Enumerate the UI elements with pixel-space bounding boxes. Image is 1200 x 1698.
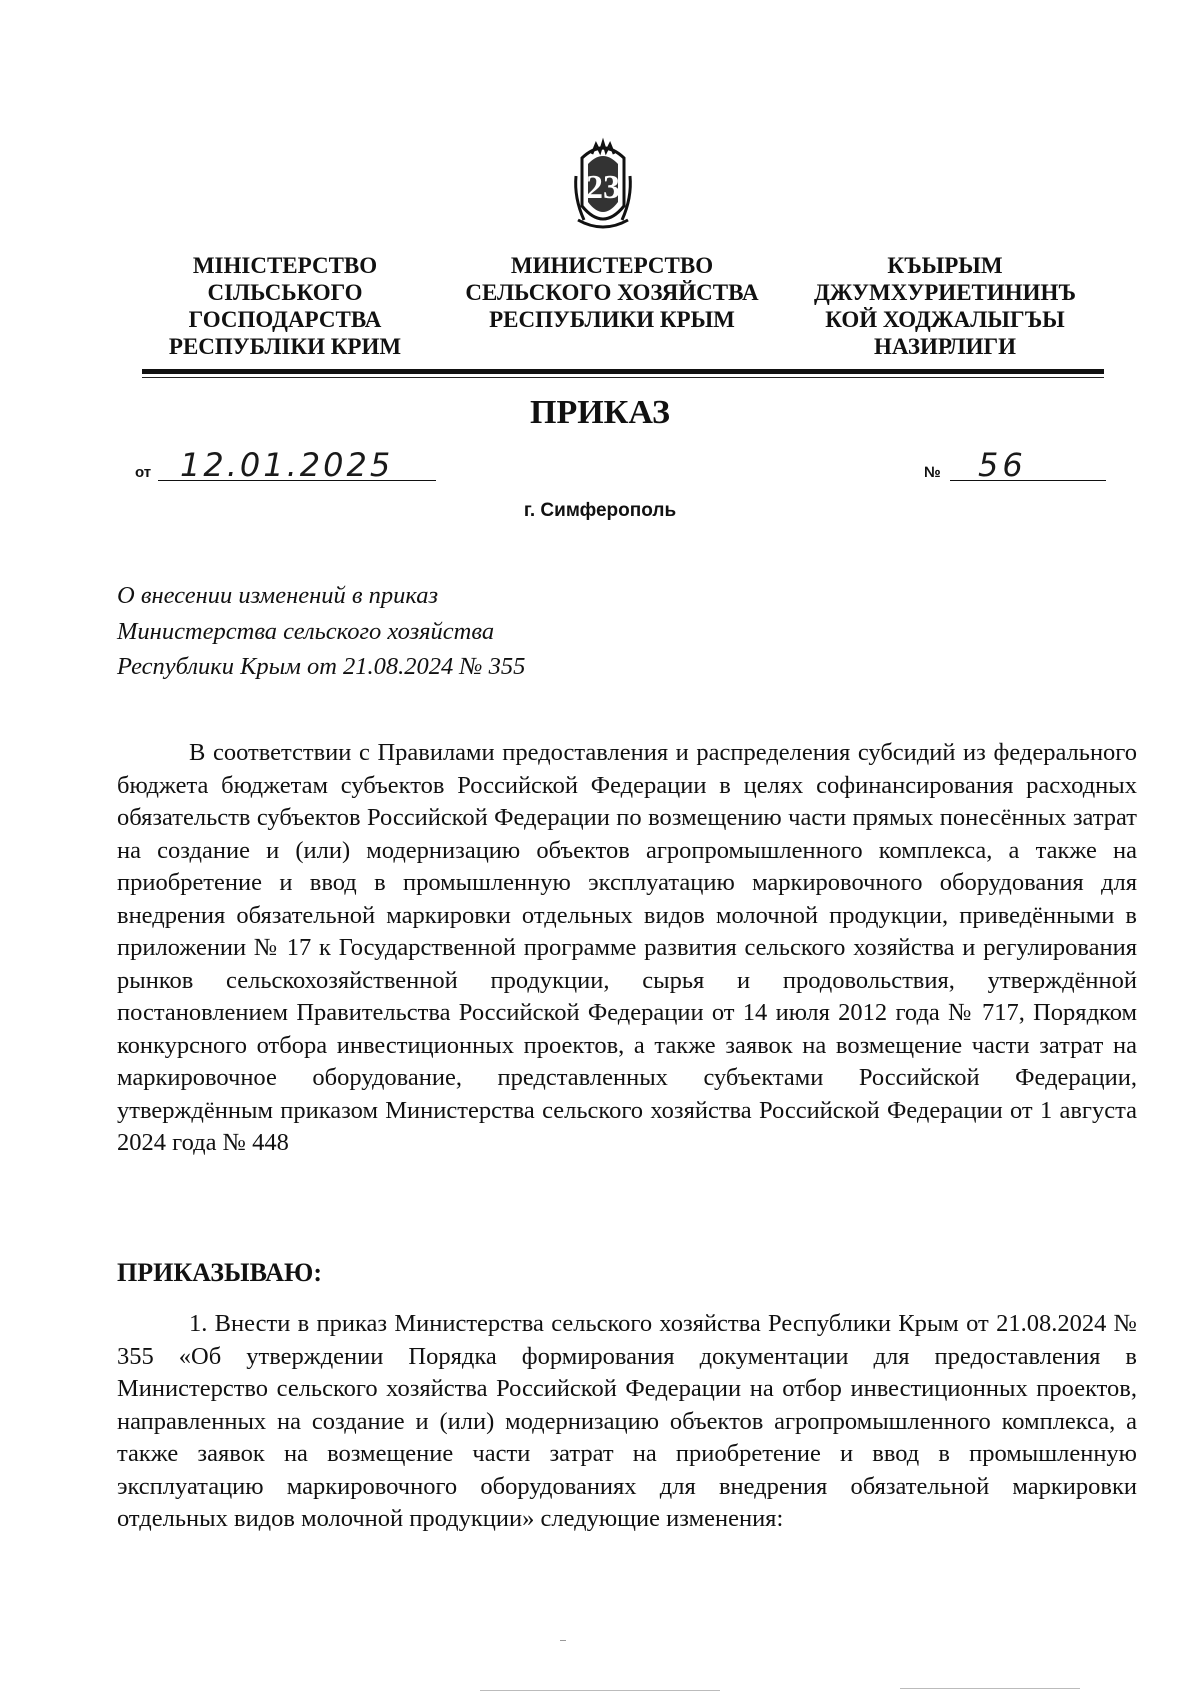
ministry-name-ukrainian	[150, 252, 420, 360]
header-line: РЕСПУБЛIКИ КРИМ	[168, 334, 402, 359]
order-item-1	[117, 1308, 1137, 1536]
header-line: МIНIСТЕРСТВО	[192, 253, 378, 278]
handwritten-number: 56	[978, 446, 1027, 484]
header-line: СЕЛЬСКОГО ХОЗЯЙСТВА	[465, 280, 759, 305]
scan-artifact	[900, 1688, 1080, 1689]
header-divider-thick	[142, 369, 1104, 374]
order-item-text: 1. Внести в приказ Министерства сельского хозяйства Республики Крым от 21.08.2024 № 355 «Об утверждении Порядка формирования документации для предоставления в Министерство сельского хозяйства Российской Федерации на отбор инвестиционных проектов, направленных на создание и (или) модернизацию объектов агропромышленного комплекса, а также заявок на возмещение части затрат на приобретение и ввод в промышленную эксплуатацию маркировочного оборудованиях для внедрения обязательной маркировки отдельных видов молочной продукции» следующие изменения:	[117, 1310, 1137, 1532]
document-title: ПРИКАЗ	[530, 394, 670, 431]
preamble-text: В соответствии с Правилами предоставления и распределения субсидий из федерального бюджета бюджетам субъектов Российской Федерации в целях софинансирования расходных обязательств субъектов Российской Федерации по возмещению части прямых понесённых затрат на создание и (или) модернизацию объектов агропромышленного комплекса, а также на приобретение и ввод в промышленную эксплуатацию маркировочного оборудования для внедрения обязательной маркировки отдельных видов молочной продукции, приведёнными в приложении № 17 к Государственной программе развития сельского хозяйства и регулирования рынков сельскохозяйственной продукции, сырья и продовольствия, утверждённой постановлением Правительства Российской Федерации от 14 июля 2012 года № 717, Порядком конкурсного отбора инвестиционных проектов, а также заявок на возмещение части затрат на маркировочное оборудование, представленных субъектами Российской Федерации, утверждённым приказом Министерства сельского хозяйства Российской Федерации от 1 августа 2024 года № 448	[117, 739, 1137, 1156]
number-underline	[950, 480, 1106, 481]
subject-line: Республики Крым от 21.08.2024 № 355	[117, 653, 526, 680]
header-line: КОЙ ХОДЖАЛЫГЪЫ	[825, 307, 1065, 332]
subject-line: Министерства сельского хозяйства	[117, 617, 495, 645]
number-prefix: №	[924, 464, 941, 481]
header-line: КЪЫРЫМ	[887, 253, 1003, 278]
scan-artifact	[480, 1690, 720, 1691]
header-line: НАЗИРЛИГИ	[873, 334, 1017, 359]
order-heading: ПРИКАЗЫВАЮ:	[117, 1258, 322, 1287]
header-line: ДЖУМХУРИЕТИНИНЪ	[813, 280, 1077, 305]
header-line: ГОСПОДАРСТВА	[188, 307, 382, 332]
order-subject	[117, 578, 717, 685]
header-line: СIЛЬСЬКОГО	[207, 280, 363, 305]
header-line: МИНИСТЕРСТВО	[510, 253, 714, 278]
header-divider-thin	[142, 377, 1104, 378]
svg-text:23: 23	[586, 169, 620, 206]
coat-of-arms-emblem	[568, 136, 638, 236]
preamble-paragraph	[117, 737, 1137, 1160]
subject-line: О внесении изменений в приказ	[117, 582, 439, 609]
scan-artifact	[560, 1640, 566, 1641]
handwritten-date: 12.01.2025	[180, 446, 394, 484]
ministry-name-crimean-tatar	[800, 252, 1090, 360]
city-line: г. Симферополь	[523, 500, 677, 521]
header-line: РЕСПУБЛИКИ КРЫМ	[489, 307, 735, 332]
date-prefix: от	[135, 464, 152, 481]
ministry-name-russian	[452, 252, 772, 333]
